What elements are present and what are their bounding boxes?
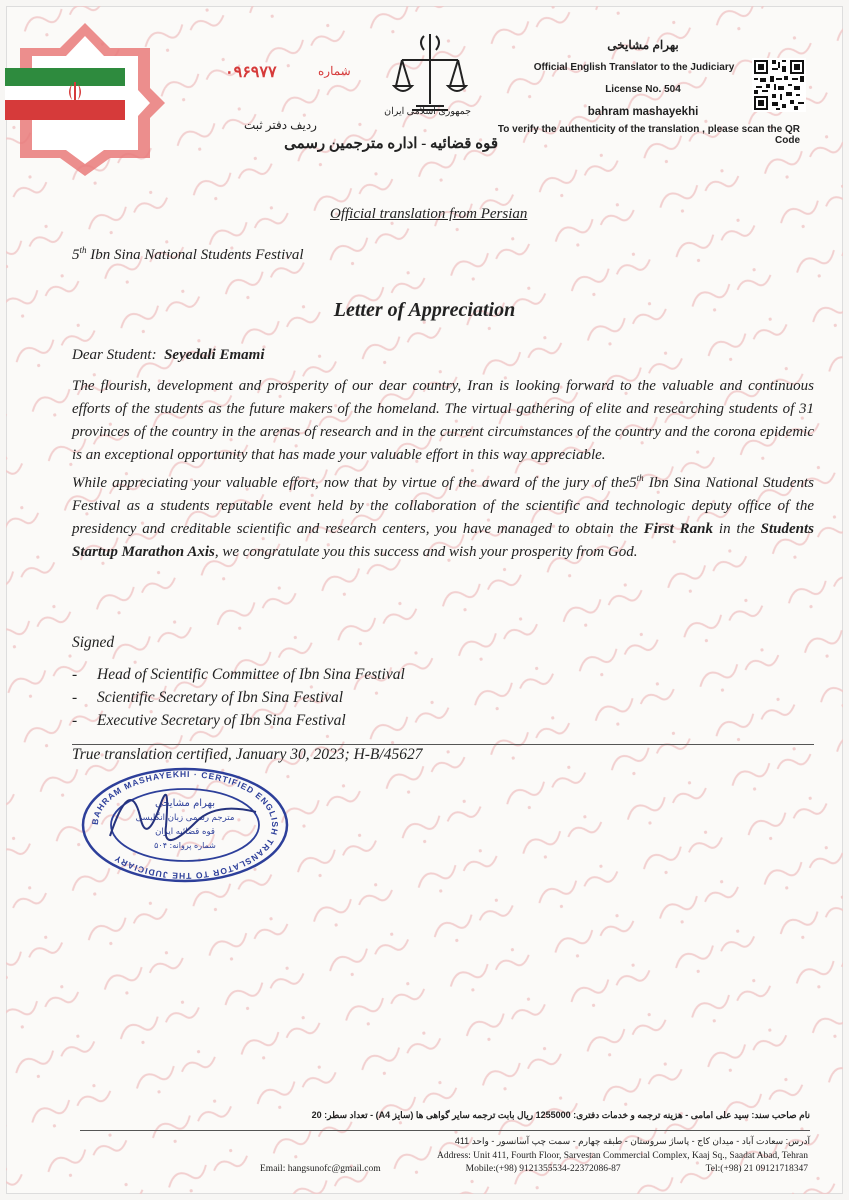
svg-text:BAHRAM MASHAYEKHI · CERTIFIED xyxy=(90,769,280,881)
emblem-caption: جمهوری اسلامی ایران xyxy=(384,107,471,117)
divider-line xyxy=(72,744,814,745)
festival-heading xyxy=(72,245,304,264)
letter-body xyxy=(72,375,814,564)
p2-part-d: , we congratulate you this success and wish your prosperity from God. xyxy=(214,544,638,560)
signer-item xyxy=(72,663,405,686)
number-label: شماره xyxy=(318,64,351,78)
signer-dash: - xyxy=(72,712,78,729)
signed-label: Signed xyxy=(72,634,115,651)
email-text: Email: hangsunofc@gmail.com xyxy=(260,1164,381,1174)
official-translation-note: Official translation from Persian xyxy=(330,206,528,222)
translator-role: Official English Translator to the Judiciary xyxy=(533,62,735,73)
flag-emblem-icon xyxy=(0,18,170,178)
signer-item xyxy=(72,686,405,709)
registration-number: ۰۹۶۹۷۷ xyxy=(225,64,277,81)
address-english: Address: Unit 411, Fourth Floor, Sarvestan Commercial Complex, Kaaj Sq., Saadat Abad, Tehran xyxy=(437,1151,808,1161)
signer-title: Scientific Secretary of Ibn Sina Festival xyxy=(97,689,344,706)
stamp-inner-line-2: مترجم رسمی زبان انگلیسی xyxy=(135,813,235,823)
student-name: Seyedali Emami xyxy=(164,347,265,363)
scales-emblem-icon xyxy=(392,30,468,116)
address-persian: آدرس: سعادت آباد - میدان کاج - پاساژ سروستان - طبقه چهارم - سمت چپ آسانسور - واحد 411 xyxy=(454,1136,810,1146)
contact-row xyxy=(260,1164,808,1174)
footer-divider xyxy=(80,1130,810,1131)
axis-text: Students Startup Marathon Axis xyxy=(72,521,814,560)
festival-ordinal: th xyxy=(79,245,87,255)
signer-title: Head of Scientific Committee of Ibn Sina Festival xyxy=(97,666,405,683)
signers-list xyxy=(72,663,405,732)
stamp-seal-icon xyxy=(80,766,290,884)
mobile-text: Mobile:(+98) 9121355534-22372086-87 xyxy=(465,1164,621,1174)
translator-name-persian: بهرام مشایخی xyxy=(607,38,679,52)
watermark-pattern xyxy=(6,6,843,1194)
tel-text: Tel:(+98) 21 09121718347 xyxy=(705,1164,808,1174)
fee-note: نام صاحب سند: سید علی امامی - هزینه ترجمه و خدمات دفتری: 1255000 ریال بابت ترجمه سایر گواهی ها (سایز A4) - تعداد سطر: 20 xyxy=(311,1110,810,1120)
translator-name: bahram mashayekhi xyxy=(587,106,699,118)
signer-title: Executive Secretary of Ibn Sina Festival xyxy=(97,712,346,729)
p2-part-a: While appreciating your valuable effort, now that by virtue of the award of the jury of the xyxy=(72,475,630,491)
certification-line: True translation certified, January 30, 2023; H-B/45627 xyxy=(72,746,423,763)
paragraph-2 xyxy=(72,467,814,564)
paragraph-1: The flourish, development and prosperity of our dear country, Iran is looking forward to the valuable and continuous efforts of the students as the future makers of the homeland. The virtual gathering of elite and researching students of 31 provinces of the country in the arenas of research and in the current circumstances of the country and the corona epidemic is an exceptional opportunity that has made your valuable effort in this way appreciable. xyxy=(72,378,814,463)
rank-text: First Rank xyxy=(643,521,714,537)
salutation xyxy=(72,347,265,364)
stamp-inner-line-1: بهرام مشایخی xyxy=(155,798,215,809)
stamp-inner-line-3: قوه قضائیه ایران xyxy=(155,827,215,837)
stamp-inner-line-4: شماره پروانه: ۵۰۴ xyxy=(154,841,216,850)
license-number: License No. 504 xyxy=(605,84,681,95)
signer-item xyxy=(72,709,405,732)
signer-dash: - xyxy=(72,666,78,683)
p2-part-b: Ibn Sina National Students Festival as a students reputable event held by the collaboration of the scientific and technologic deputy office of the presidency and creditable scientific and research centers, you have managed to obtain the xyxy=(72,475,814,537)
register-label: ردیف دفتر ثبت xyxy=(244,118,317,132)
festival-name: Ibn Sina National Students Festival xyxy=(90,247,304,263)
letter-title: Letter of Appreciation xyxy=(333,299,516,321)
p2-festival-number: 5 xyxy=(629,475,637,491)
salutation-label: Dear Student: xyxy=(72,347,157,363)
signer-dash: - xyxy=(72,689,78,706)
festival-number: 5 xyxy=(72,247,80,263)
stamp-outer-text: BAHRAM MASHAYEKHI · CERTIFIED ENGLISH TRANSLATOR TO THE JUDICIARY xyxy=(89,768,281,882)
qr-code-icon[interactable] xyxy=(752,58,806,112)
judiciary-office-label: قوه قضائیه - اداره مترجمین رسمی xyxy=(284,136,498,152)
verify-instruction: To verify the authenticity of the translation , please scan the QR Code xyxy=(497,124,800,146)
p2-ordinal: th xyxy=(636,473,644,483)
p2-part-c: in the xyxy=(713,521,761,537)
